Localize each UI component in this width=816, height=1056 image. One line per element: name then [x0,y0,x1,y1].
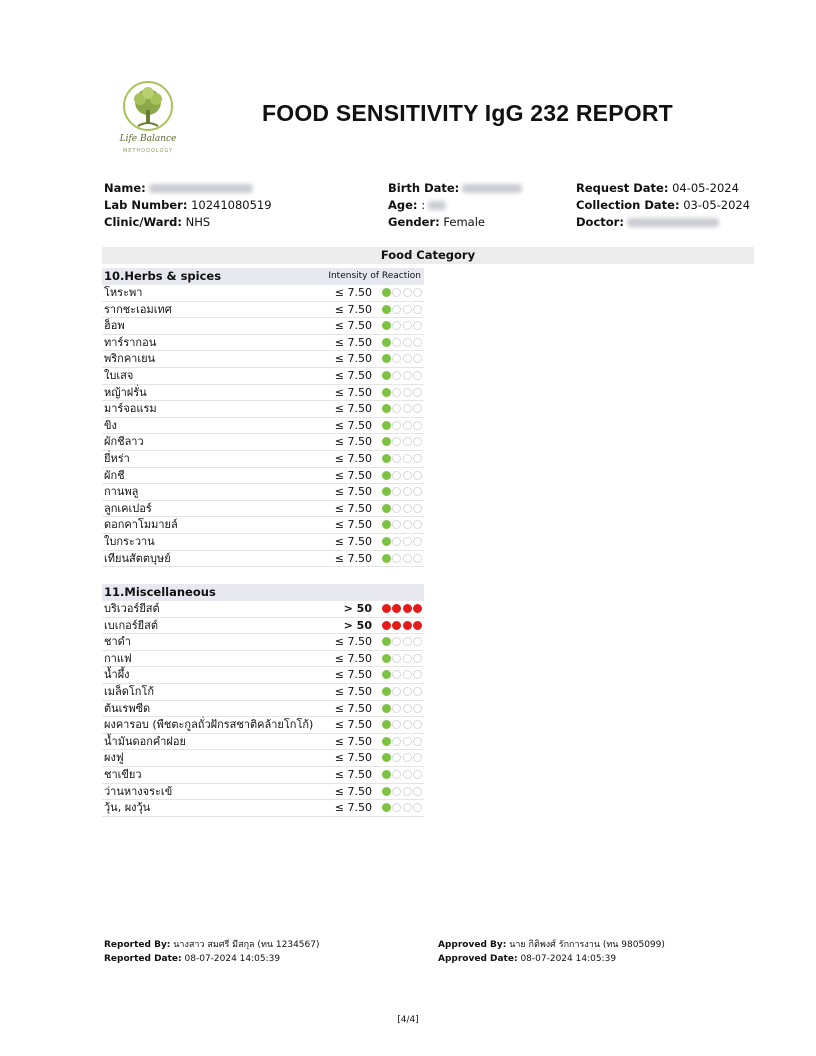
intensity-indicator [382,305,423,315]
intensity-dot-icon [392,288,401,297]
intensity-dot-icon [382,305,391,314]
intensity-indicator [382,554,423,564]
food-row [102,368,424,385]
intensity-dot-icon [382,554,391,563]
intensity-dot-icon [403,321,412,330]
food-name: น้ำผึ้ง [104,668,130,682]
intensity-dot-icon [413,604,422,613]
intensity-indicator [382,787,423,797]
intensity-dot-icon [392,554,401,563]
food-name: ผักชี [104,468,125,482]
section-title: 11.Miscellaneous [104,585,216,599]
intensity-dot-icon [382,654,391,663]
intensity-dot-icon [403,404,412,413]
intensity-dot-icon [413,704,422,713]
intensity-dot-icon [403,537,412,546]
food-row [102,468,424,485]
intensity-dot-icon [413,537,422,546]
food-name: ดอกคาโมมายล์ [104,518,178,532]
reported-by [104,937,319,951]
reaction-value: ≤ 7.50 [334,784,372,798]
food-name: มาร์จอแรม [104,402,157,416]
section-header [102,584,424,601]
intensity-dot-icon [392,654,401,663]
intensity-dot-icon [413,437,422,446]
intensity-dot-icon [392,388,401,397]
food-name: ใบกระวาน [104,534,155,548]
report-title: FOOD SENSITIVITY IgG 232 REPORT [262,100,673,126]
intensity-dot-icon [392,670,401,679]
intensity-dot-icon [392,621,401,630]
intensity-dot-icon [413,371,422,380]
intensity-dot-icon [392,371,401,380]
food-name: ฮ็อพ [104,319,125,333]
intensity-dot-icon [403,637,412,646]
intensity-dot-icon [382,338,391,347]
food-row [102,434,424,451]
birth-date-label: Birth Date: [388,181,460,195]
intensity-dot-icon [403,654,412,663]
food-name: ขิง [104,418,117,432]
section-header [102,268,424,285]
intensity-indicator [382,720,423,730]
intensity-dot-icon [392,321,401,330]
food-name: ผงฟู [104,751,124,765]
intensity-dot-icon [392,487,401,496]
intensity-dot-icon [413,354,422,363]
intensity-dot-icon [413,720,422,729]
intensity-indicator [382,487,423,497]
food-name: ทาร์รากอน [104,335,157,349]
food-row [102,750,424,767]
intensity-dot-icon [392,604,401,613]
food-row [102,418,424,435]
food-name: ยี่หร่า [104,451,130,465]
food-row [102,667,424,684]
section-miscellaneous [102,584,424,817]
food-row [102,517,424,534]
name-label: Name: [104,181,146,195]
approved-date [438,954,616,964]
reported-date-value: 08-07-2024 14:05:39 [184,954,281,964]
reaction-value: ≤ 7.50 [334,485,372,499]
food-row [102,385,424,402]
intensity-dot-icon [382,753,391,762]
intensity-indicator [382,537,423,547]
intensity-dot-icon [382,520,391,529]
reaction-value: ≤ 7.50 [334,385,372,399]
reported-date-label: Reported Date: [104,954,182,964]
reaction-value: ≤ 7.50 [334,751,372,765]
intensity-dot-icon [392,520,401,529]
intensity-dot-icon [382,687,391,696]
intensity-indicator [382,354,423,364]
intensity-dot-icon [403,288,412,297]
reaction-value: ≤ 7.50 [334,684,372,698]
food-name: ลูกเคเปอร์ [104,501,152,515]
reaction-value: > 50 [343,618,372,632]
food-row [102,318,424,335]
request-date-value: 04-05-2024 [672,181,739,195]
intensity-dot-icon [403,354,412,363]
intensity-dot-icon [403,621,412,630]
intensity-dot-icon [382,737,391,746]
intensity-dot-icon [392,404,401,413]
reaction-value: ≤ 7.50 [334,501,372,515]
food-row [102,551,424,568]
intensity-dot-icon [403,704,412,713]
name-redacted [149,184,253,193]
intensity-dot-icon [392,770,401,779]
intensity-dot-icon [392,504,401,513]
intensity-dot-icon [382,454,391,463]
reaction-value: ≤ 7.50 [334,518,372,532]
food-row [102,601,424,618]
reported-date [104,954,280,964]
intensity-indicator [382,421,423,431]
intensity-dot-icon [382,621,391,630]
intensity-dot-icon [413,654,422,663]
intensity-dot-icon [403,770,412,779]
food-name: บริเวอร์ยีสต์ [104,602,160,615]
food-name: วุ้น, ผงวุ้น [104,801,151,815]
food-row [102,684,424,701]
intensity-dot-icon [392,720,401,729]
food-row [102,618,424,635]
intensity-dot-icon [392,637,401,646]
intensity-dot-icon [403,753,412,762]
reaction-value: ≤ 7.50 [334,286,372,299]
section-rows [102,285,424,567]
intensity-dot-icon [413,288,422,297]
intensity-dot-icon [403,437,412,446]
intensity-dot-icon [392,753,401,762]
intensity-dot-icon [413,338,422,347]
intensity-dot-icon [413,554,422,563]
intensity-indicator [382,704,423,714]
reaction-value: ≤ 7.50 [334,534,372,548]
intensity-dot-icon [392,704,401,713]
intensity-indicator [382,371,423,381]
reaction-value: ≤ 7.50 [334,352,372,366]
food-name: โหระพา [104,286,143,299]
patient-info-left [104,180,272,231]
intensity-dot-icon [413,803,422,812]
intensity-dot-icon [392,421,401,430]
intensity-indicator [382,388,423,398]
food-name: เบเกอร์ยีสต์ [104,618,158,632]
intensity-dot-icon [413,637,422,646]
food-name: น้ำมันดอกคำฝอย [104,734,186,748]
intensity-indicator [382,687,423,697]
intensity-dot-icon [403,670,412,679]
intensity-dot-icon [413,388,422,397]
food-row [102,701,424,718]
reaction-value: ≤ 7.50 [334,651,372,665]
intensity-dot-icon [413,621,422,630]
doctor-redacted [627,218,719,227]
intensity-dot-icon [403,504,412,513]
approved-by [438,937,665,951]
intensity-dot-icon [392,354,401,363]
food-row [102,401,424,418]
age-redacted [428,201,446,210]
intensity-dot-icon [413,687,422,696]
collection-date-value: 03-05-2024 [683,198,751,212]
intensity-dot-icon [403,803,412,812]
reaction-value: ≤ 7.50 [334,718,372,732]
intensity-dot-icon [413,770,422,779]
food-row [102,767,424,784]
intensity-dot-icon [413,454,422,463]
intensity-indicator [382,471,423,481]
food-name: ผงคารอบ (พืชตะกูลถั่วฝักรสชาติคล้ายโกโก้) [104,718,314,732]
intensity-dot-icon [382,604,391,613]
reaction-value: ≤ 7.50 [334,801,372,815]
food-row [102,285,424,302]
intensity-dot-icon [403,520,412,529]
intensity-dot-icon [403,421,412,430]
clinic-label: Clinic/Ward: [104,215,183,229]
food-row [102,302,424,319]
intensity-dot-icon [392,537,401,546]
clinic-value: NHS [185,215,211,229]
reaction-value: ≤ 7.50 [334,668,372,682]
reaction-value: ≤ 7.50 [334,302,372,316]
intensity-dot-icon [403,554,412,563]
food-row [102,335,424,352]
intensity-indicator [382,604,423,614]
food-name: ชาเขียว [104,767,142,781]
intensity-dot-icon [392,687,401,696]
reaction-value: ≤ 7.50 [334,767,372,781]
intensity-dot-icon [382,487,391,496]
lab-number-label: Lab Number: [104,198,188,212]
reaction-value: ≤ 7.50 [334,335,372,349]
intensity-dot-icon [382,354,391,363]
intensity-dot-icon [403,487,412,496]
intensity-dot-icon [403,787,412,796]
intensity-dot-icon [403,338,412,347]
reaction-value: ≤ 7.50 [334,551,372,565]
intensity-dot-icon [392,803,401,812]
intensity-dot-icon [382,371,391,380]
approved-by-label: Approved By: [438,940,507,950]
reported-by-value: นางสาว สมศรี มีสกุล (ทน 1234567) [173,940,320,950]
intensity-dot-icon [413,753,422,762]
intensity-dot-icon [382,421,391,430]
intensity-dot-icon [382,637,391,646]
tree-logo-icon [110,80,186,136]
intensity-dot-icon [413,305,422,314]
intensity-dot-icon [403,737,412,746]
birth-date-redacted [462,184,522,193]
intensity-dot-icon [413,487,422,496]
food-name: ใบเสจ [104,368,134,382]
food-name: เทียนสัตตบุษย์ [104,551,171,565]
reaction-value: ≤ 7.50 [334,418,372,432]
food-row [102,451,424,468]
gender-value: Female [443,215,485,229]
intensity-dot-icon [382,670,391,679]
page-number: [4/4] [397,1015,419,1025]
intensity-indicator [382,338,423,348]
intensity-dot-icon [413,504,422,513]
gender-label: Gender: [388,215,440,229]
reaction-value: ≤ 7.50 [334,402,372,416]
intensity-dot-icon [392,737,401,746]
patient-info-middle [388,180,522,231]
intensity-indicator [382,803,423,813]
intensity-dot-icon [392,338,401,347]
intensity-dot-icon [382,504,391,513]
intensity-dot-icon [403,454,412,463]
intensity-dot-icon [392,437,401,446]
food-name: รากชะเอมเทศ [104,302,172,316]
food-row [102,734,424,751]
food-row [102,351,424,368]
lab-number-value: 10241080519 [191,198,272,212]
intensity-dot-icon [403,720,412,729]
patient-info-right [576,180,750,231]
food-name: หญ้าฝรั่น [104,385,147,399]
reported-by-label: Reported By: [104,940,171,950]
intensity-indicator [382,321,423,331]
section-title: 10.Herbs & spices [104,269,222,283]
food-row [102,651,424,668]
food-name: กาแฟ [104,651,132,665]
intensity-dot-icon [392,305,401,314]
intensity-dot-icon [403,305,412,314]
food-row [102,784,424,801]
food-row [102,717,424,734]
intensity-dot-icon [413,787,422,796]
food-name: ต้นเรพซีด [104,701,151,715]
intensity-dot-icon [382,537,391,546]
intensity-dot-icon [382,770,391,779]
logo-tagline: METHODOLOGY [122,148,174,154]
intensity-dot-icon [403,604,412,613]
intensity-label: Intensity of Reaction [328,271,421,281]
intensity-indicator [382,288,423,298]
food-name: ว่านหางจระเข้ [104,784,173,798]
intensity-dot-icon [413,737,422,746]
intensity-indicator [382,404,423,414]
intensity-dot-icon [413,670,422,679]
section-rows [102,601,424,817]
intensity-dot-icon [382,803,391,812]
intensity-dot-icon [382,437,391,446]
reaction-value: ≤ 7.50 [334,319,372,333]
food-name: ชาดำ [104,635,131,649]
approved-date-label: Approved Date: [438,954,518,964]
food-row [102,534,424,551]
intensity-dot-icon [382,704,391,713]
request-date-label: Request Date: [576,181,669,195]
reaction-value: ≤ 7.50 [334,701,372,715]
intensity-indicator [382,753,423,763]
reaction-value: ≤ 7.50 [334,468,372,482]
intensity-dot-icon [382,388,391,397]
intensity-indicator [382,437,423,447]
intensity-dot-icon [382,288,391,297]
approved-date-value: 08-07-2024 14:05:39 [520,954,617,964]
intensity-dot-icon [382,471,391,480]
food-name: เมล็ดโกโก้ [104,684,155,698]
food-name: ผักชีลาว [104,435,144,449]
intensity-dot-icon [392,454,401,463]
approved-by-value: นาย กิติพงศ์ รักการงาน (ทน 9805099) [509,940,665,950]
intensity-dot-icon [382,404,391,413]
intensity-indicator [382,770,423,780]
intensity-indicator [382,454,423,464]
intensity-dot-icon [403,388,412,397]
reaction-value: ≤ 7.50 [334,368,372,382]
intensity-indicator [382,637,423,647]
age-value: : [421,198,426,212]
reaction-value: ≤ 7.50 [334,435,372,449]
intensity-dot-icon [392,471,401,480]
reaction-value: > 50 [343,602,372,615]
food-row [102,800,424,817]
intensity-indicator [382,504,423,514]
intensity-dot-icon [392,787,401,796]
intensity-dot-icon [382,321,391,330]
reaction-value: ≤ 7.50 [334,451,372,465]
intensity-dot-icon [403,471,412,480]
intensity-dot-icon [413,321,422,330]
food-name: กานพลู [104,485,139,499]
intensity-dot-icon [403,687,412,696]
intensity-indicator [382,520,423,530]
intensity-dot-icon [382,720,391,729]
intensity-dot-icon [413,520,422,529]
intensity-dot-icon [413,421,422,430]
life-balance-logo [110,80,186,160]
intensity-indicator [382,670,423,680]
intensity-indicator [382,621,423,631]
intensity-dot-icon [413,471,422,480]
doctor-label: Doctor: [576,215,624,229]
intensity-indicator [382,654,423,664]
logo-brand-text: Life Balance [119,134,177,144]
reaction-value: ≤ 7.50 [334,635,372,649]
age-label: Age: [388,198,418,212]
intensity-dot-icon [403,371,412,380]
reaction-value: ≤ 7.50 [334,734,372,748]
section-herbs-spices [102,268,424,567]
intensity-dot-icon [382,787,391,796]
food-category-header: Food Category [102,247,754,264]
food-name: พริกคาเยน [104,352,156,366]
food-row [102,501,424,518]
food-row [102,634,424,651]
food-row [102,484,424,501]
intensity-dot-icon [413,404,422,413]
intensity-indicator [382,737,423,747]
collection-date-label: Collection Date: [576,198,680,212]
